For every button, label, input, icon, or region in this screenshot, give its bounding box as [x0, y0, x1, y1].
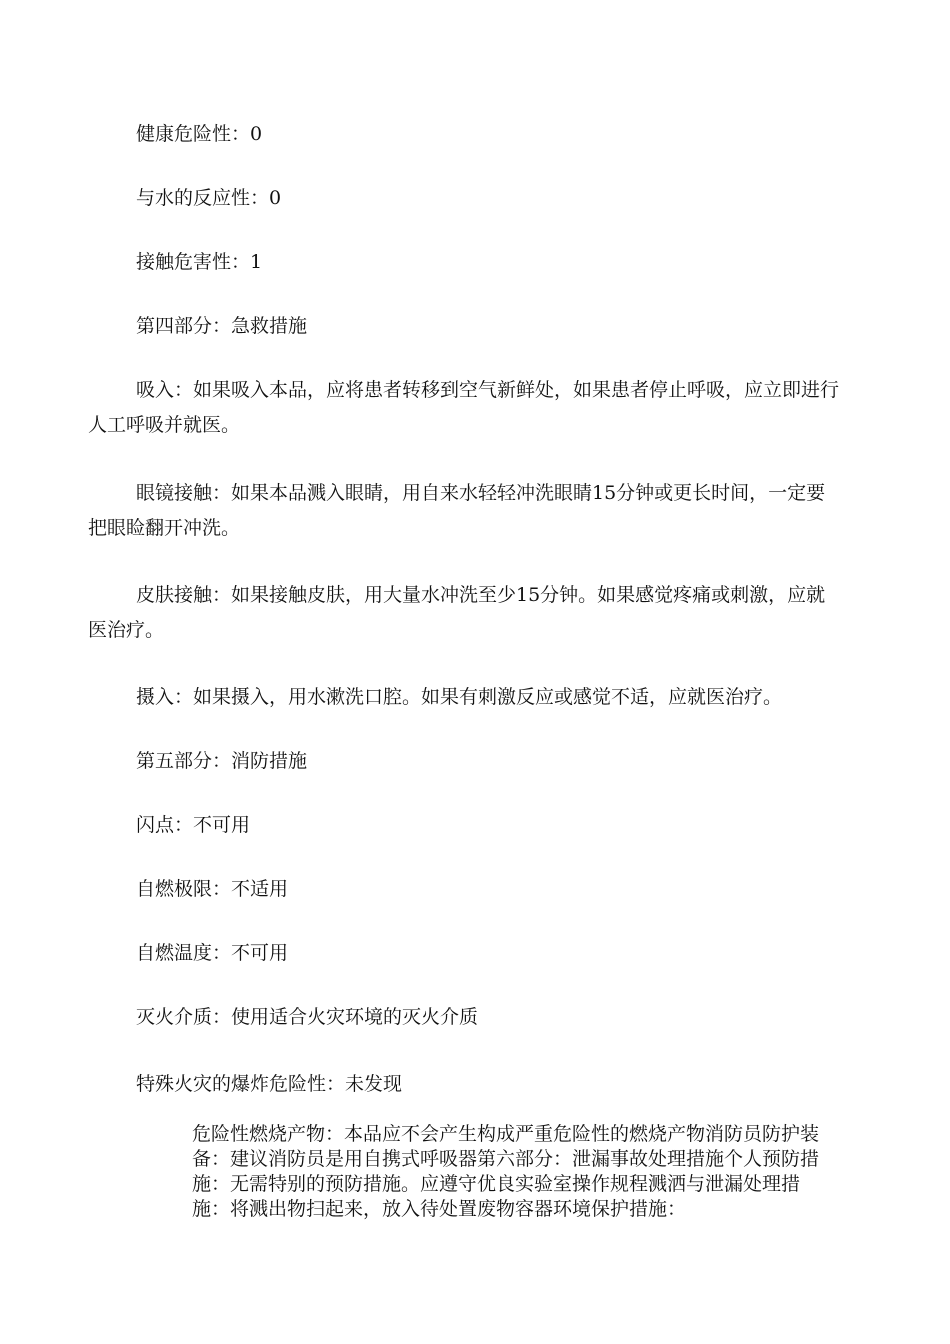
- section-five-heading: 第五部分：消防措施: [136, 750, 308, 772]
- autoignition-temperature-line: 自燃温度：不可用: [136, 942, 289, 964]
- eye-contact-paragraph: 眼镜接触：如果本品溅入眼睛，用自来水轻轻冲洗眼睛15分钟或更长时间，一定要把眼睑翻开冲洗。: [88, 482, 826, 539]
- explosion-hazard-line: 特殊火灾的爆炸危险性：未发现: [136, 1073, 403, 1095]
- combustion-products-block: 危险性燃烧产物：本品应不会产生构成严重危险性的燃烧产物消防员防护装备：建议消防员是用自携式呼吸器第六部分：泄漏事故处理措施个人预防措施：无需特别的预防措施。应遵守优良实验室操作规程溅洒与泄漏处理措施：将溅出物扫起来，放入待处置废物容器环境保护措施：: [192, 1123, 820, 1220]
- water-reactivity-line: 与水的反应性：0: [136, 187, 282, 209]
- extinguishing-media-line: 灭火介质：使用适合火灾环境的灭火介质: [136, 1006, 479, 1028]
- ingestion-paragraph: 摄入：如果摄入，用水漱洗口腔。如果有刺激反应或感觉不适，应就医治疗。: [136, 686, 783, 708]
- health-hazard-line: 健康危险性：0: [136, 123, 263, 145]
- flash-point-line: 闪点：不可用: [136, 814, 251, 836]
- flammability-limit-line: 自燃极限：不适用: [136, 878, 289, 900]
- contact-hazard-line: 接触危害性：1: [136, 251, 263, 273]
- section-four-heading: 第四部分：急救措施: [136, 315, 308, 337]
- inhalation-paragraph: 吸入：如果吸入本品，应将患者转移到空气新鲜处，如果患者停止呼吸，应立即进行人工呼吸并就医。: [88, 379, 840, 436]
- skin-contact-paragraph: 皮肤接触：如果接触皮肤，用大量水冲洗至少15分钟。如果感觉疼痛或刺激，应就医治疗。: [88, 584, 826, 641]
